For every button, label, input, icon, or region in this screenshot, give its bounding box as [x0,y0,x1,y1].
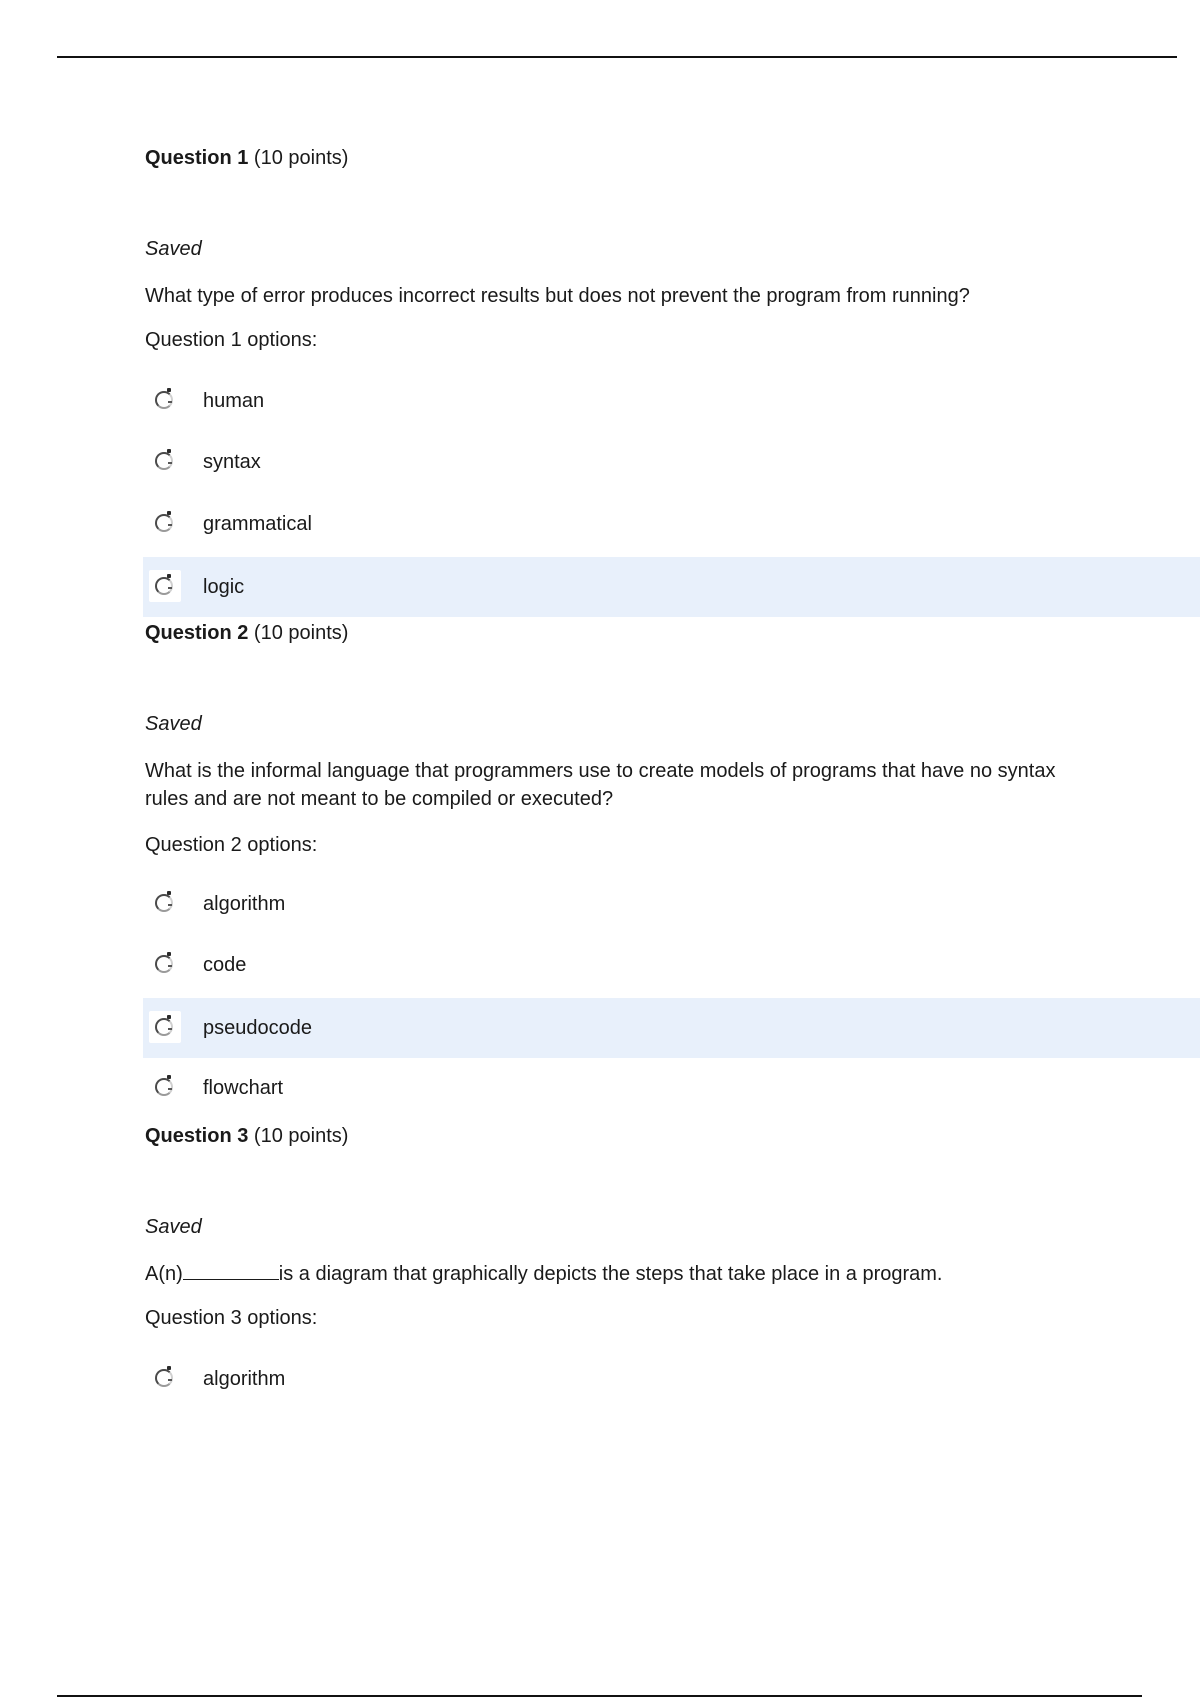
question-2-option-2[interactable] [143,935,1200,995]
question-1-points: (10 points) [253,147,349,169]
question-1-status: Saved [145,238,202,260]
question-2-options-label: Question 2 options: [145,834,318,856]
question-3-status: Saved [145,1216,202,1238]
option-label: logic [203,576,245,598]
question-1-option-4[interactable] [143,557,1200,617]
question-2-option-4[interactable] [143,1058,1200,1118]
question-1-option-2[interactable] [143,432,1200,492]
question-2-label: Question 2 [145,622,249,644]
question-1-option-3[interactable] [143,494,1200,554]
option-label: syntax [203,451,261,473]
question-2-text: What is the informal language that programmers use to create models of programs that have no syntax rules and are not meant to be compiled or executed? [145,760,1056,810]
question-3-text-prefix: A(n) [145,1263,183,1285]
question-3-header [145,1123,348,1149]
question-2-header [145,620,348,646]
radio-button-icon[interactable] [149,1011,181,1043]
question-3-options-label: Question 3 options: [145,1307,318,1329]
option-label: code [203,954,247,976]
question-1-header [145,145,348,171]
question-1-option-1[interactable] [143,371,1200,431]
option-label: grammatical [203,513,312,535]
question-2-status: Saved [145,713,202,735]
radio-button-icon[interactable] [149,507,181,539]
radio-button-icon[interactable] [149,570,181,602]
question-3-text [145,1260,1085,1288]
option-label: human [203,390,265,412]
fill-in-blank [183,1261,279,1280]
bottom-divider [57,1695,1142,1697]
top-divider [57,56,1177,58]
option-label: flowchart [203,1077,284,1099]
radio-button-icon[interactable] [149,948,181,980]
question-3-points: (10 points) [253,1125,349,1147]
option-label: algorithm [203,1368,286,1390]
question-3-text-suffix: is a diagram that graphically depicts the steps that take place in a program. [278,1263,943,1285]
option-label: algorithm [203,893,286,915]
question-2-option-3[interactable] [143,998,1200,1058]
question-3-option-1[interactable] [143,1349,1200,1409]
radio-button-icon[interactable] [149,384,181,416]
radio-button-icon[interactable] [149,1362,181,1394]
radio-button-icon[interactable] [149,1071,181,1103]
question-3-label: Question 3 [145,1125,249,1147]
question-2-option-1[interactable] [143,874,1200,934]
question-2-points: (10 points) [253,622,349,644]
radio-button-icon[interactable] [149,445,181,477]
option-label: pseudocode [203,1017,312,1039]
question-1-options-label: Question 1 options: [145,329,318,351]
question-1-text: What type of error produces incorrect results but does not prevent the program from running? [145,285,970,307]
question-1-label: Question 1 [145,147,249,169]
radio-button-icon[interactable] [149,887,181,919]
